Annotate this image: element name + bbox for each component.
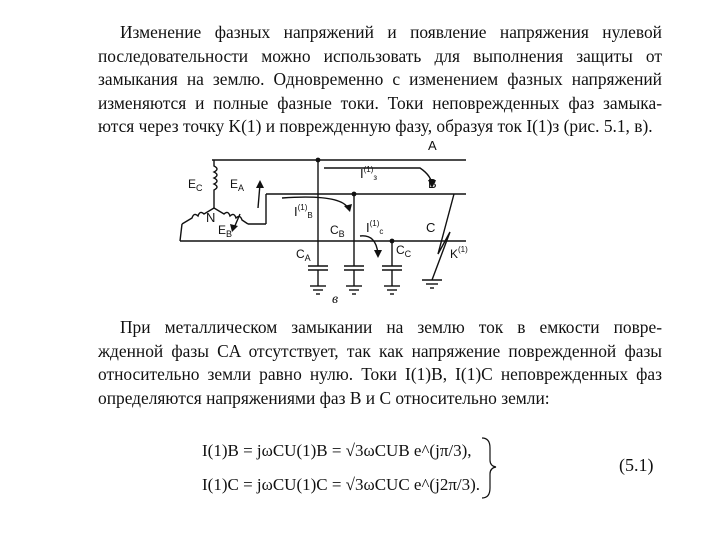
paragraph-line: определяются напряжениями фаз B и C относительно земли: bbox=[98, 387, 550, 408]
label-i3: $I^{(1)}_з$ bbox=[360, 165, 378, 182]
label-cc: $C_C$ bbox=[396, 243, 412, 259]
equation-number: (5.1) bbox=[619, 455, 654, 475]
formula-brace bbox=[482, 438, 496, 498]
figure-caption: в bbox=[332, 292, 339, 307]
formula-line-1: I(1)B = jωCU(1)B = √3ωCUB e^(jπ/3), bbox=[202, 441, 472, 460]
paragraph-line: ются через точку K(1) и поврежденную фазу, образуя ток I(1)з (рис. 5.1, в). bbox=[98, 116, 653, 136]
label-cb: $C_B$ bbox=[330, 223, 345, 239]
paragraph-2 bbox=[98, 316, 662, 410]
label-ea: $E_A$ bbox=[230, 177, 245, 193]
paragraph-line: последовательности можно использовать для выполнения защиты от bbox=[98, 45, 662, 66]
label-eb: $E_B$ bbox=[218, 223, 233, 239]
formula-line-2: I(1)C = jωCU(1)C = √3ωCUC e^(j2π/3). bbox=[202, 475, 481, 494]
formula-5-1 bbox=[200, 432, 500, 502]
paragraph-1 bbox=[98, 21, 662, 139]
label-k: $K^{(1)}$ bbox=[450, 245, 468, 261]
paragraph-line: относительно земли равно нулю. Токи I(1)B, I(1)C неповрежденных фаз bbox=[98, 364, 662, 384]
paragraph-line: изменяются и полные фазные токи. Токи неповрежденных фаз замыка- bbox=[98, 92, 662, 113]
paragraph-line: жденной фазы CA отсутствует, так как напряжение поврежденной фазы bbox=[98, 340, 662, 361]
label-phase-b: B bbox=[428, 176, 437, 191]
circuit-diagram bbox=[170, 136, 480, 308]
label-ec: $E_C$ bbox=[188, 177, 203, 193]
label-n: N bbox=[206, 210, 216, 225]
paragraph-line: замыкания на землю. Одновременно с изменением фазных напряжений bbox=[98, 69, 662, 89]
label-ic: $I^{(1)}_c$ bbox=[366, 219, 384, 236]
label-ib: $I^{(1)}_B$ bbox=[294, 203, 313, 220]
paragraph-line: При металлическом замыкании на землю ток в емкости повре- bbox=[120, 317, 662, 337]
label-ca: $C_A$ bbox=[296, 247, 311, 263]
label-phase-a: A bbox=[428, 138, 437, 153]
label-phase-c: C bbox=[426, 220, 436, 235]
paragraph-line: Изменение фазных напряжений и появление напряжения нулевой bbox=[120, 22, 662, 42]
